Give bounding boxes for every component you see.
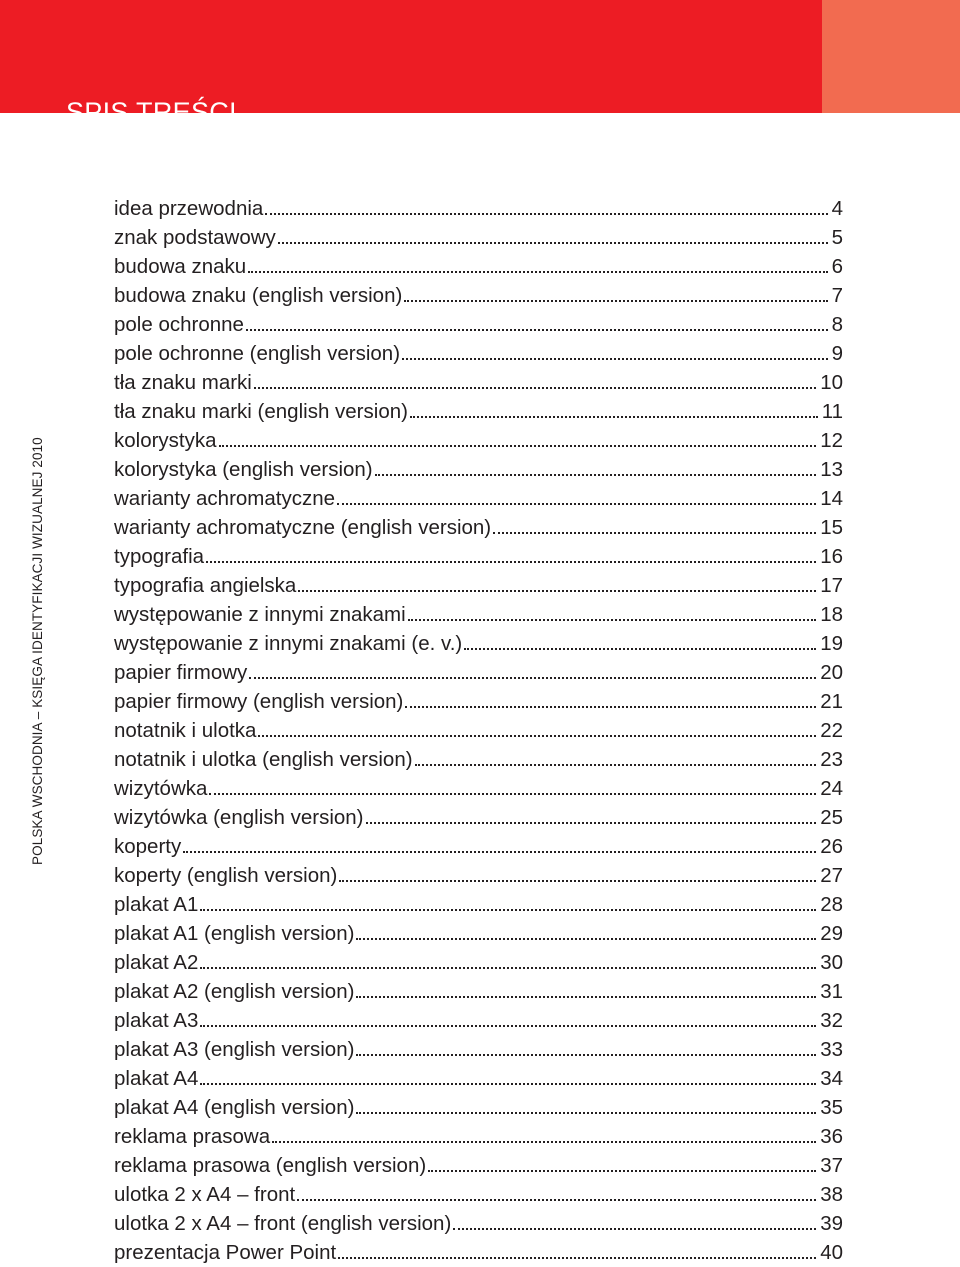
toc-dot-leader — [404, 300, 827, 302]
toc-entry-title: plakat A2 (english version) — [114, 980, 355, 1003]
toc-dot-leader — [356, 1112, 816, 1114]
toc-entry-title: wizytówka (english version) — [114, 806, 364, 829]
toc-entry[interactable] — [114, 397, 843, 426]
toc-dot-leader — [493, 532, 816, 534]
toc-entry-title: papier firmowy — [114, 661, 248, 684]
toc-dot-leader — [356, 938, 816, 940]
side-caption: POLSKA WSCHODNIA – KSIĘGA IDENTYFIKACJI WIZUALNEJ 2010 — [30, 437, 45, 865]
toc-page-number: 27 — [820, 864, 843, 887]
toc-entry[interactable] — [114, 1064, 843, 1093]
toc-dot-leader — [338, 1257, 816, 1259]
toc-entry[interactable] — [114, 252, 843, 281]
toc-page-number: 39 — [820, 1212, 843, 1235]
toc-entry-title: reklama prasowa — [114, 1125, 271, 1148]
toc-entry[interactable] — [114, 542, 843, 571]
header-accent-block — [822, 0, 960, 113]
toc-entry-title: ulotka 2 x A4 – front — [114, 1183, 296, 1206]
toc-entry-title: budowa znaku (english version) — [114, 284, 403, 307]
toc-entry[interactable] — [114, 281, 843, 310]
toc-page-number: 36 — [820, 1125, 843, 1148]
toc-dot-leader — [339, 880, 816, 882]
toc-entry-title: pole ochronne (english version) — [114, 342, 401, 365]
toc-dot-leader — [298, 590, 816, 592]
toc-entry[interactable] — [114, 1209, 843, 1238]
toc-dot-leader — [405, 706, 816, 708]
toc-dot-leader — [200, 1083, 816, 1085]
toc-entry-title: koperty (english version) — [114, 864, 338, 887]
toc-page-number: 11 — [821, 400, 843, 423]
toc-page-number: 20 — [820, 661, 843, 684]
toc-entry[interactable] — [114, 890, 843, 919]
toc-dot-leader — [254, 387, 816, 389]
toc-entry-title: plakat A4 (english version) — [114, 1096, 355, 1119]
toc-entry[interactable] — [114, 1006, 843, 1035]
toc-entry-title: koperty — [114, 835, 182, 858]
page-title: SPIS TREŚCI — [66, 97, 237, 128]
toc-page-number: 4 — [831, 197, 843, 220]
toc-entry[interactable] — [114, 513, 843, 542]
toc-page-number: 6 — [831, 255, 843, 278]
toc-page-number: 31 — [820, 980, 843, 1003]
toc-entry[interactable] — [114, 571, 843, 600]
toc-entry[interactable] — [114, 310, 843, 339]
toc-entry[interactable] — [114, 223, 843, 252]
toc-entry[interactable] — [114, 368, 843, 397]
toc-dot-leader — [402, 358, 828, 360]
toc-entry-title: idea przewodnia — [114, 197, 264, 220]
toc-entry-title: plakat A2 — [114, 951, 199, 974]
toc-dot-leader — [206, 561, 816, 563]
toc-entry-title: budowa znaku — [114, 255, 247, 278]
toc-dot-leader — [200, 1025, 816, 1027]
toc-dot-leader — [258, 735, 816, 737]
toc-entry[interactable] — [114, 1180, 843, 1209]
toc-entry[interactable] — [114, 484, 843, 513]
toc-dot-leader — [219, 445, 817, 447]
toc-dot-leader — [408, 619, 817, 621]
toc-dot-leader — [265, 213, 827, 215]
toc-entry-title: papier firmowy (english version) — [114, 690, 404, 713]
toc-page-number: 32 — [820, 1009, 843, 1032]
toc-dot-leader — [297, 1199, 816, 1201]
toc-page-number: 12 — [820, 429, 843, 452]
toc-page-number: 30 — [820, 951, 843, 974]
toc-entry[interactable] — [114, 803, 843, 832]
toc-page-number: 35 — [820, 1096, 843, 1119]
toc-entry-title: tła znaku marki (english version) — [114, 400, 408, 423]
toc-page-number: 22 — [820, 719, 843, 742]
toc-entry[interactable] — [114, 687, 843, 716]
toc-entry-title: typografia angielska — [114, 574, 297, 597]
toc-entry[interactable] — [114, 716, 843, 745]
toc-entry[interactable] — [114, 948, 843, 977]
toc-page-number: 7 — [831, 284, 843, 307]
toc-entry[interactable] — [114, 832, 843, 861]
toc-entry[interactable] — [114, 629, 843, 658]
toc-entry[interactable] — [114, 426, 843, 455]
toc-dot-leader — [249, 677, 816, 679]
toc-entry[interactable] — [114, 194, 843, 223]
toc-dot-leader — [248, 271, 827, 273]
toc-entry-title: plakat A3 (english version) — [114, 1038, 355, 1061]
toc-entry-title: występowanie z innymi znakami — [114, 603, 406, 626]
toc-page-number: 9 — [831, 342, 843, 365]
toc-dot-leader — [246, 329, 828, 331]
toc-entry[interactable] — [114, 1122, 843, 1151]
toc-entry-title: występowanie z innymi znakami (e. v.) — [114, 632, 463, 655]
toc-entry[interactable] — [114, 455, 843, 484]
table-of-contents — [114, 194, 843, 1267]
toc-page-number: 34 — [820, 1067, 843, 1090]
toc-page-number: 26 — [820, 835, 843, 858]
toc-page-number: 14 — [820, 487, 843, 510]
toc-page-number: 8 — [831, 313, 843, 336]
toc-entry-title: reklama prasowa (english version) — [114, 1154, 427, 1177]
toc-entry[interactable] — [114, 919, 843, 948]
toc-dot-leader — [428, 1170, 816, 1172]
toc-entry-title: typografia — [114, 545, 205, 568]
toc-dot-leader — [356, 996, 816, 998]
toc-page-number: 38 — [820, 1183, 843, 1206]
toc-entry-title: wizytówka — [114, 777, 208, 800]
toc-dot-leader — [183, 851, 816, 853]
toc-page-number: 18 — [820, 603, 843, 626]
toc-dot-leader — [464, 648, 816, 650]
toc-entry-title: ulotka 2 x A4 – front (english version) — [114, 1212, 452, 1235]
toc-page-number: 28 — [820, 893, 843, 916]
toc-entry-title: kolorystyka (english version) — [114, 458, 373, 481]
toc-entry-title: prezentacja Power Point — [114, 1241, 337, 1264]
toc-dot-leader — [272, 1141, 816, 1143]
toc-entry[interactable] — [114, 600, 843, 629]
toc-entry-title: warianty achromatyczne (english version) — [114, 516, 492, 539]
toc-dot-leader — [375, 474, 817, 476]
toc-page-number: 25 — [820, 806, 843, 829]
toc-entry-title: tła znaku marki — [114, 371, 252, 394]
toc-page-number: 19 — [820, 632, 843, 655]
toc-entry[interactable] — [114, 745, 843, 774]
toc-entry[interactable] — [114, 861, 843, 890]
toc-page-number: 10 — [820, 371, 843, 394]
toc-page-number: 15 — [820, 516, 843, 539]
toc-entry[interactable] — [114, 339, 843, 368]
toc-entry-title: znak podstawowy — [114, 226, 276, 249]
toc-page-number: 40 — [820, 1241, 843, 1264]
toc-dot-leader — [410, 416, 818, 418]
toc-entry-title: warianty achromatyczne — [114, 487, 336, 510]
toc-page-number: 29 — [820, 922, 843, 945]
toc-entry[interactable] — [114, 1093, 843, 1122]
toc-entry-title: plakat A3 — [114, 1009, 199, 1032]
toc-page-number: 21 — [820, 690, 843, 713]
toc-entry-title: notatnik i ulotka — [114, 719, 257, 742]
toc-entry[interactable] — [114, 658, 843, 687]
toc-page-number: 5 — [831, 226, 843, 249]
toc-page-number: 37 — [820, 1154, 843, 1177]
toc-dot-leader — [200, 967, 816, 969]
toc-entry[interactable] — [114, 1151, 843, 1180]
toc-entry[interactable] — [114, 1238, 843, 1267]
toc-page-number: 23 — [820, 748, 843, 771]
toc-entry-title: kolorystyka — [114, 429, 217, 452]
toc-entry[interactable] — [114, 1035, 843, 1064]
toc-dot-leader — [415, 764, 817, 766]
toc-dot-leader — [453, 1228, 816, 1230]
toc-entry-title: pole ochronne — [114, 313, 244, 336]
toc-dot-leader — [200, 909, 816, 911]
toc-entry[interactable] — [114, 977, 843, 1006]
toc-dot-leader — [356, 1054, 816, 1056]
toc-entry-title: notatnik i ulotka (english version) — [114, 748, 413, 771]
toc-page-number: 33 — [820, 1038, 843, 1061]
toc-entry-title: plakat A4 — [114, 1067, 199, 1090]
toc-page-number: 16 — [820, 545, 843, 568]
toc-dot-leader — [337, 503, 816, 505]
toc-page-number: 13 — [820, 458, 843, 481]
toc-page-number: 24 — [820, 777, 843, 800]
toc-page-number: 17 — [820, 574, 843, 597]
toc-entry[interactable] — [114, 774, 843, 803]
toc-dot-leader — [278, 242, 828, 244]
toc-entry-title: plakat A1 — [114, 893, 199, 916]
toc-dot-leader — [366, 822, 817, 824]
toc-entry-title: plakat A1 (english version) — [114, 922, 355, 945]
toc-dot-leader — [209, 793, 816, 795]
